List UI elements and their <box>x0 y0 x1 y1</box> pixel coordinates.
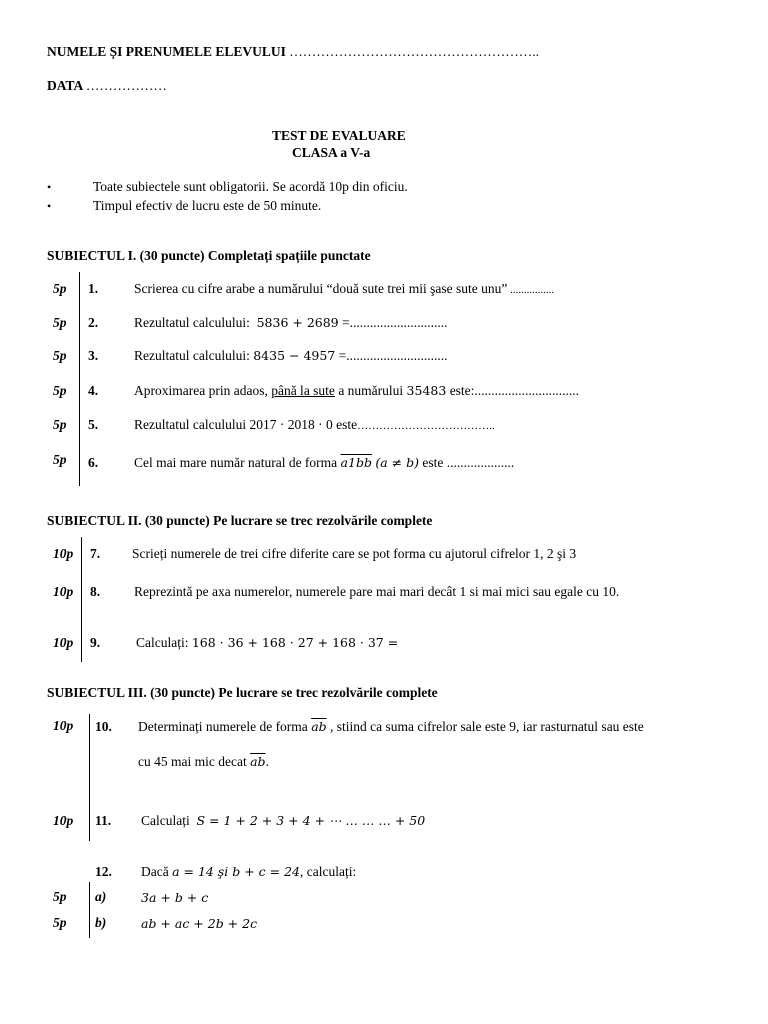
item-text-line2 <box>138 754 269 770</box>
points: 5p <box>53 915 67 930</box>
item-number: b) <box>95 915 107 930</box>
item-number: a) <box>95 889 107 904</box>
item-text <box>134 455 514 471</box>
item-text <box>138 719 644 735</box>
bullet-icon: • <box>47 199 52 213</box>
points: 5p <box>53 281 67 296</box>
item-text-post: , calculați: <box>300 864 357 879</box>
item-number: 6. <box>88 455 99 470</box>
item-text <box>134 281 554 297</box>
item-text-post: . <box>265 754 269 769</box>
bullet-icon: • <box>47 180 52 194</box>
item-number: 3. <box>88 348 99 363</box>
item-text-main: Calculați <box>141 813 190 828</box>
item-number: 2. <box>88 315 99 330</box>
item-text-main: Scrierea cu cifre arabe a numărului “două sute trei mii şase sute unu” <box>134 281 508 296</box>
subject-2-divider <box>81 537 82 662</box>
item-number: 10. <box>95 719 112 734</box>
item-text <box>134 417 495 433</box>
answer-dots: ……………………………….. <box>357 420 495 432</box>
points: 10p <box>53 546 74 561</box>
subject-3-heading: SUBIECTUL III. (30 puncte) Pe lucrare se trec rezolvările complete <box>47 685 438 700</box>
math-expression: ab + ac + 2b + 2c <box>141 916 258 931</box>
points: 5p <box>53 348 67 363</box>
points: 10p <box>53 635 74 650</box>
item-text-main: Calculați: <box>136 635 189 650</box>
class-title: CLASA a V-a <box>292 145 371 160</box>
answer-dots: este .................... <box>418 455 515 470</box>
subject-2-heading: SUBIECTUL II. (30 puncte) Pe lucrare se trec rezolvările complete <box>47 513 433 528</box>
item-text <box>136 635 398 651</box>
subject-1-divider <box>79 272 80 486</box>
item-text <box>134 383 579 399</box>
item-text: Scrieți numerele de trei cifre diferite care se pot forma cu ajutorul cifrelor 1, 2 şi 3 <box>132 546 577 561</box>
item-number: 11. <box>95 813 112 828</box>
item-text-pre: Dacă <box>141 864 169 879</box>
subject-1-heading: SUBIECTUL I. (30 puncte) Completați spațiile punctate <box>47 248 371 263</box>
item-number: 5. <box>88 417 99 432</box>
student-name-label: NUMELE ȘI PRENUMELE ELEVULUI <box>47 44 286 59</box>
math-expression: 168 · 36 + 168 · 27 + 168 · 37 = <box>191 635 399 650</box>
points: 5p <box>53 315 67 330</box>
points: 5p <box>53 889 67 904</box>
item-number: 7. <box>90 546 101 561</box>
item-text <box>141 864 356 880</box>
item-text-post: , stiind ca suma cifrelor sale este 9, iar rasturnatul sau este <box>330 719 644 734</box>
item-text-pre: cu 45 mai mic decat <box>138 754 247 769</box>
item-number: 4. <box>88 383 99 398</box>
item-text-main: Cel mai mare număr natural de forma <box>134 455 338 470</box>
overline-number: $\overline{ab}$ <box>311 719 327 734</box>
math-expression: S = 1 + 2 + 3 + 4 + ⋯ … … … + 50 <box>196 813 426 828</box>
points: 10p <box>53 718 74 733</box>
item-number: 12. <box>95 864 112 879</box>
overline-number: a1bb <box>340 455 372 470</box>
math-expression: 5836 + 2689 <box>256 315 339 330</box>
item-number: 9. <box>90 635 101 650</box>
student-name-line <box>47 44 539 60</box>
date-line <box>47 78 167 94</box>
answer-dots: =............................. <box>338 315 448 330</box>
instruction-2: Timpul efectiv de lucru este de 50 minute. <box>93 198 322 213</box>
math-expression: a = 14 şi b + c = 24 <box>172 864 300 879</box>
item-text-pre: Aproximarea prin adaos, <box>134 383 272 398</box>
answer-dots: ................ <box>507 284 555 296</box>
subject-3-divider-bottom <box>89 882 90 938</box>
points: 5p <box>53 417 67 432</box>
item-text-pre: Determinați numerele de forma <box>138 719 308 734</box>
underlined-text: până la sute <box>271 383 335 398</box>
item-text: Reprezintă pe axa numerelor, numerele pare mai mari decât 1 si mai mici sau egale cu 10. <box>134 584 620 599</box>
item-text-main: Rezultatul calculului: <box>134 348 250 363</box>
answer-dots: =.............................. <box>335 348 448 363</box>
item-text-main: Rezultatul calculului 2017 · 2018 · 0 este <box>134 417 358 432</box>
test-title: TEST DE EVALUARE <box>272 128 406 143</box>
item-number: 1. <box>88 281 99 296</box>
item-text <box>141 813 425 829</box>
math-expression: 35483 <box>406 383 447 398</box>
condition: (a ≠ b) <box>375 455 419 470</box>
points: 5p <box>53 452 67 467</box>
student-name-dots: ……………………………………………….. <box>289 44 540 59</box>
date-label: DATA <box>47 78 83 93</box>
item-number: 8. <box>90 584 101 599</box>
points: 10p <box>53 584 74 599</box>
answer-dots: este:............................... <box>446 383 580 398</box>
points: 10p <box>53 813 74 828</box>
instruction-1: Toate subiectele sunt obligatorii. Se acordă 10p din oficiu. <box>93 179 408 194</box>
math-expression: 3a + b + c <box>141 890 209 905</box>
date-dots: ……………… <box>85 78 167 93</box>
subject-3-divider-top <box>89 714 90 841</box>
overline-number: $\overline{ab}$ <box>250 754 266 769</box>
item-text-main: Rezultatul calculului: <box>134 315 250 330</box>
item-text <box>134 348 448 364</box>
math-expression: 8435 − 4957 <box>253 348 336 363</box>
points: 5p <box>53 383 67 398</box>
item-text-mid: a numărului <box>334 383 407 398</box>
item-text <box>134 315 448 331</box>
